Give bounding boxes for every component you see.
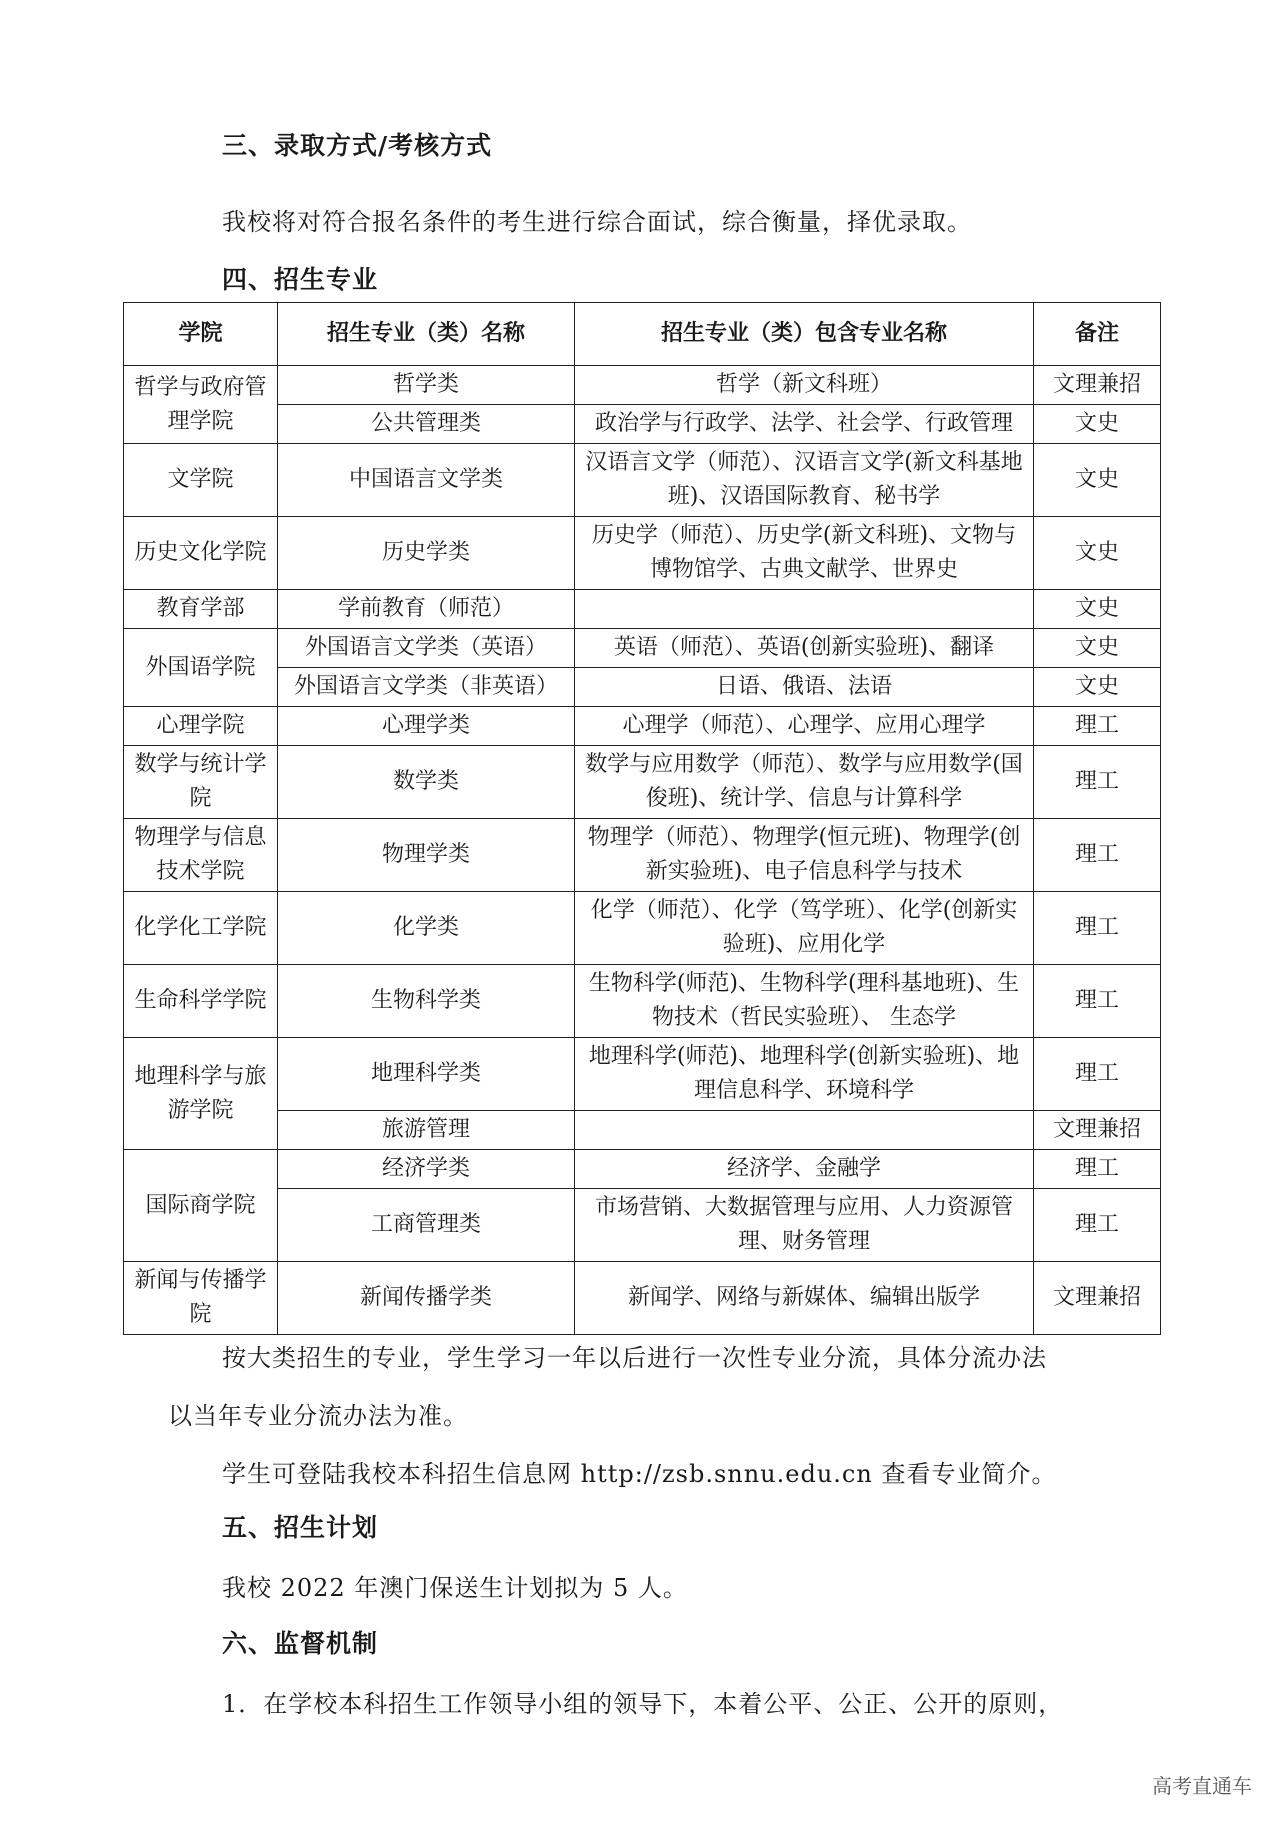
remark-cell: 文史 [1034, 590, 1161, 629]
major-cell: 经济学类 [278, 1150, 575, 1189]
table-row [124, 892, 1161, 965]
enrollment-majors-table [123, 302, 1161, 1335]
includes-cell: 新闻学、网络与新媒体、编辑出版学 [575, 1262, 1034, 1335]
college-cell: 新闻与传播学院 [124, 1262, 278, 1335]
section-3-title: 三、录取方式/考核方式 [222, 131, 493, 160]
remark-cell: 文史 [1034, 629, 1161, 668]
major-cell: 地理科学类 [278, 1038, 575, 1111]
table-row [124, 668, 1161, 707]
major-cell: 公共管理类 [278, 405, 575, 444]
header-major: 招生专业（类）名称 [278, 303, 575, 366]
table-row [124, 517, 1161, 590]
table-row [124, 405, 1161, 444]
major-cell: 物理学类 [278, 819, 575, 892]
college-cell: 国际商学院 [124, 1150, 278, 1262]
section-5-title: 五、招生计划 [222, 1513, 379, 1542]
major-split-note-line2: 以当年专业分流办法为准。 [168, 1402, 468, 1430]
major-cell: 工商管理类 [278, 1189, 575, 1262]
remark-cell: 理工 [1034, 1038, 1161, 1111]
includes-cell: 物理学（师范）、物理学(恒元班)、物理学(创新实验班)、电子信息科学与技术 [575, 819, 1034, 892]
includes-cell [575, 1111, 1034, 1150]
table-row [124, 629, 1161, 668]
table-row [124, 1150, 1161, 1189]
college-cell: 外国语学院 [124, 629, 278, 707]
remark-cell: 理工 [1034, 1189, 1161, 1262]
table-row [124, 1111, 1161, 1150]
remark-cell: 文理兼招 [1034, 1262, 1161, 1335]
remark-cell: 理工 [1034, 746, 1161, 819]
includes-cell: 英语（师范）、英语(创新实验班)、翻译 [575, 629, 1034, 668]
table-row [124, 444, 1161, 517]
section-5-text: 我校 2022 年澳门保送生计划拟为 5 人。 [222, 1574, 688, 1602]
remark-cell: 文史 [1034, 405, 1161, 444]
major-split-note-line1: 按大类招生的专业，学生学习一年以后进行一次性专业分流，具体分流办法 [222, 1344, 1047, 1372]
includes-cell: 化学（师范）、化学（笃学班）、化学(创新实验班)、应用化学 [575, 892, 1034, 965]
remark-cell: 理工 [1034, 1150, 1161, 1189]
remark-cell: 理工 [1034, 965, 1161, 1038]
college-cell: 地理科学与旅游学院 [124, 1038, 278, 1150]
major-cell: 生物科学类 [278, 965, 575, 1038]
major-cell: 新闻传播学类 [278, 1262, 575, 1335]
table-row [124, 819, 1161, 892]
college-cell: 教育学部 [124, 590, 278, 629]
remark-cell: 文理兼招 [1034, 1111, 1161, 1150]
header-includes: 招生专业（类）包含专业名称 [575, 303, 1034, 366]
college-cell: 数学与统计学院 [124, 746, 278, 819]
section-6-item-1: 1．在学校本科招生工作领导小组的领导下，本着公平、公正、公开的原则， [222, 1690, 1064, 1718]
includes-cell: 历史学（师范）、历史学(新文科班)、文物与博物馆学、古典文献学、世界史 [575, 517, 1034, 590]
website-note: 学生可登陆我校本科招生信息网 http://zsb.snnu.edu.cn 查看专业简介。 [222, 1460, 1057, 1488]
college-cell: 哲学与政府管理学院 [124, 366, 278, 444]
college-cell: 心理学院 [124, 707, 278, 746]
table-row [124, 1189, 1161, 1262]
includes-cell: 经济学、金融学 [575, 1150, 1034, 1189]
table-row [124, 1038, 1161, 1111]
remark-cell: 文理兼招 [1034, 366, 1161, 405]
includes-cell: 哲学（新文科班） [575, 366, 1034, 405]
remark-cell: 文史 [1034, 668, 1161, 707]
remark-cell: 文史 [1034, 517, 1161, 590]
remark-cell: 理工 [1034, 707, 1161, 746]
major-cell: 历史学类 [278, 517, 575, 590]
includes-cell: 生物科学(师范)、生物科学(理科基地班)、生物技术（哲民实验班）、 生态学 [575, 965, 1034, 1038]
major-cell: 哲学类 [278, 366, 575, 405]
major-cell: 化学类 [278, 892, 575, 965]
table-row [124, 746, 1161, 819]
includes-cell: 地理科学(师范)、地理科学(创新实验班)、地理信息科学、环境科学 [575, 1038, 1034, 1111]
college-cell: 生命科学学院 [124, 965, 278, 1038]
table-row [124, 707, 1161, 746]
includes-cell: 心理学（师范）、心理学、应用心理学 [575, 707, 1034, 746]
section-4-title: 四、招生专业 [222, 265, 379, 294]
header-remark: 备注 [1034, 303, 1161, 366]
major-cell: 旅游管理 [278, 1111, 575, 1150]
header-college: 学院 [124, 303, 278, 366]
major-cell: 外国语言文学类（英语） [278, 629, 575, 668]
section-3-text: 我校将对符合报名条件的考生进行综合面试，综合衡量，择优录取。 [222, 208, 972, 236]
includes-cell: 汉语言文学（师范）、汉语言文学(新文科基地班)、汉语国际教育、秘书学 [575, 444, 1034, 517]
includes-cell [575, 590, 1034, 629]
remark-cell: 理工 [1034, 819, 1161, 892]
college-cell: 文学院 [124, 444, 278, 517]
college-cell: 化学化工学院 [124, 892, 278, 965]
major-cell: 中国语言文学类 [278, 444, 575, 517]
table-header-row [124, 303, 1161, 366]
remark-cell: 理工 [1034, 892, 1161, 965]
table-row [124, 1262, 1161, 1335]
remark-cell: 文史 [1034, 444, 1161, 517]
table-row [124, 366, 1161, 405]
college-cell: 物理学与信息技术学院 [124, 819, 278, 892]
includes-cell: 日语、俄语、法语 [575, 668, 1034, 707]
section-6-title: 六、监督机制 [222, 1629, 379, 1658]
major-cell: 心理学类 [278, 707, 575, 746]
includes-cell: 政治学与行政学、法学、社会学、行政管理 [575, 405, 1034, 444]
college-cell: 历史文化学院 [124, 517, 278, 590]
watermark: 高考直通车 [1152, 1774, 1252, 1798]
includes-cell: 数学与应用数学（师范）、数学与应用数学(国俊班)、统计学、信息与计算科学 [575, 746, 1034, 819]
table-row [124, 965, 1161, 1038]
major-cell: 数学类 [278, 746, 575, 819]
major-cell: 学前教育（师范） [278, 590, 575, 629]
major-cell: 外国语言文学类（非英语） [278, 668, 575, 707]
includes-cell: 市场营销、大数据管理与应用、人力资源管理、财务管理 [575, 1189, 1034, 1262]
table-row [124, 590, 1161, 629]
